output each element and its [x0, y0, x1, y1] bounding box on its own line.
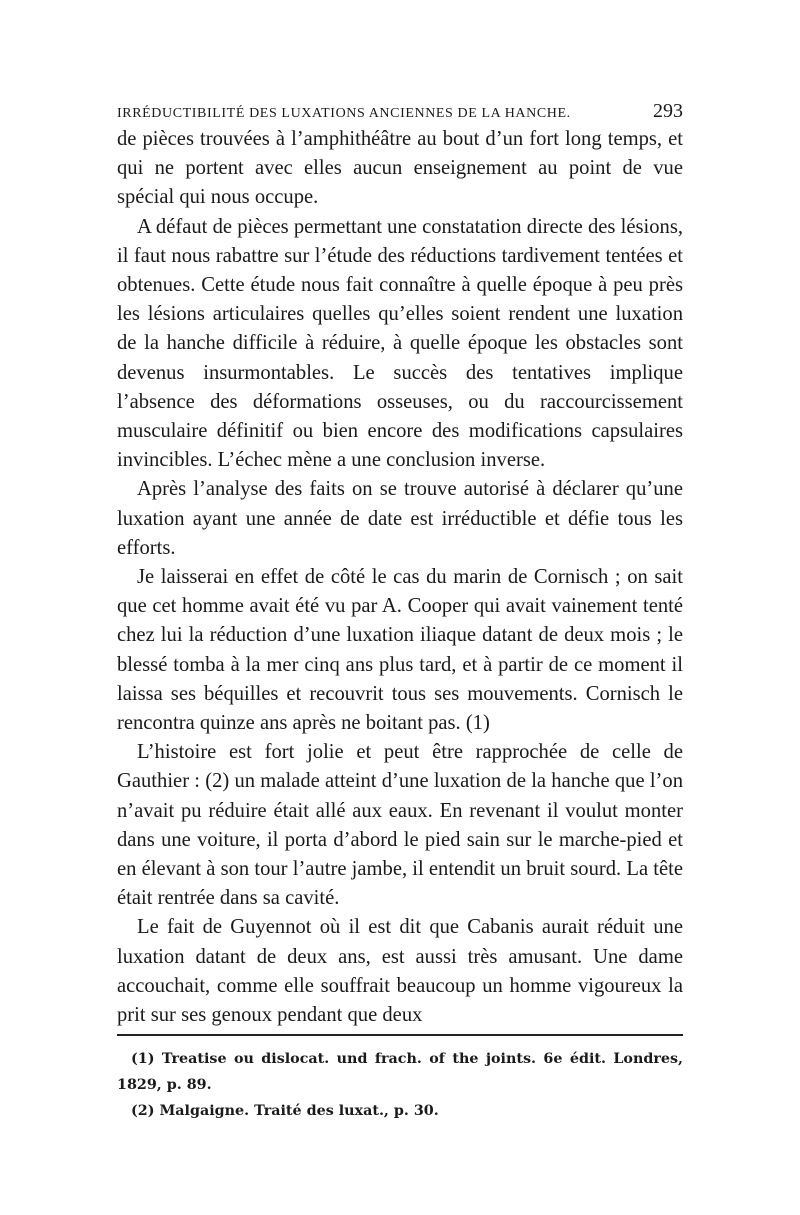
running-title: IRRÉDUCTIBILITÉ DES LUXATIONS ANCIENNES DE LA HANCHE.	[117, 106, 571, 121]
page-number: 293	[653, 100, 683, 122]
paragraph: Après l’analyse des faits on se trouve autorisé à déclarer qu’une luxation ayant une année de date est irréductible et défie tous les efforts.	[117, 478, 683, 559]
paragraph: L’histoire est fort jolie et peut être rapprochée de celle de Gauthier : (2) un malade atteint d’une luxation de la hanche que l’on n’avait pu réduire était allé aux eaux. En revenant il voulut monter dans une voiture, il porta d’abord le pied sain sur le marche-pied et en élevant à son tour l’autre jambe, il entendit un bruit sourd. La tête était rentrée dans sa cavité.	[117, 741, 683, 910]
footnote: (1) Treatise ou dislocat. und frach. of the joints. 6e édit. Londres, 1829, p. 89.	[117, 1051, 683, 1093]
footnote: (2) Malgaigne. Traité des luxat., p. 30.	[131, 1103, 439, 1119]
paragraph: A défaut de pièces permettant une constatation directe des lésions, il faut nous rabattre sur l’étude des réductions tardivement tentées et obtenues. Cette étude nous fait connaître à quelle époque à peu près les lésions articulaires quelles qu’elles soient rendent une luxation de la hanche difficile à réduire, à quelle époque les obstacles sont devenus insurmontables. Le succès des tentatives implique l’absence des déformations osseuses, ou du raccourcissement musculaire définitif ou bien encore des modifications capsulaires invincibles. L’échec mène a une conclusion inverse.	[117, 215, 683, 472]
page-header	[117, 100, 683, 123]
footnotes	[117, 1046, 683, 1124]
body-text	[117, 125, 683, 1030]
paragraph: Je laisserai en effet de côté le cas du marin de Cornisch ; on sait que cet homme avait été vu par A. Cooper qui avait vainement tenté chez lui la réduction d’une luxation iliaque datant de deux mois ; le blessé tomba à la mer cinq ans plus tard, et à partir de ce moment il laissa ses béquilles et recouvrit tous ses mouvements. Cornisch le rencontra quinze ans après ne boitant pas. (1)	[117, 566, 683, 735]
paragraph: Le fait de Guyennot où il est dit que Cabanis aurait réduit une luxation datant de deux ans, est aussi très amusant. Une dame accouchait, comme elle souffrait beaucoup un homme vigoureux la prit sur ses genoux pendant que deux	[117, 916, 683, 1027]
footnote-divider	[117, 1034, 683, 1036]
paragraph-continued: de pièces trouvées à l’amphithéâtre au bout d’un fort long temps, et qui ne portent avec elles aucun enseignement au point de vue spécial qui nous occupe.	[117, 128, 683, 209]
